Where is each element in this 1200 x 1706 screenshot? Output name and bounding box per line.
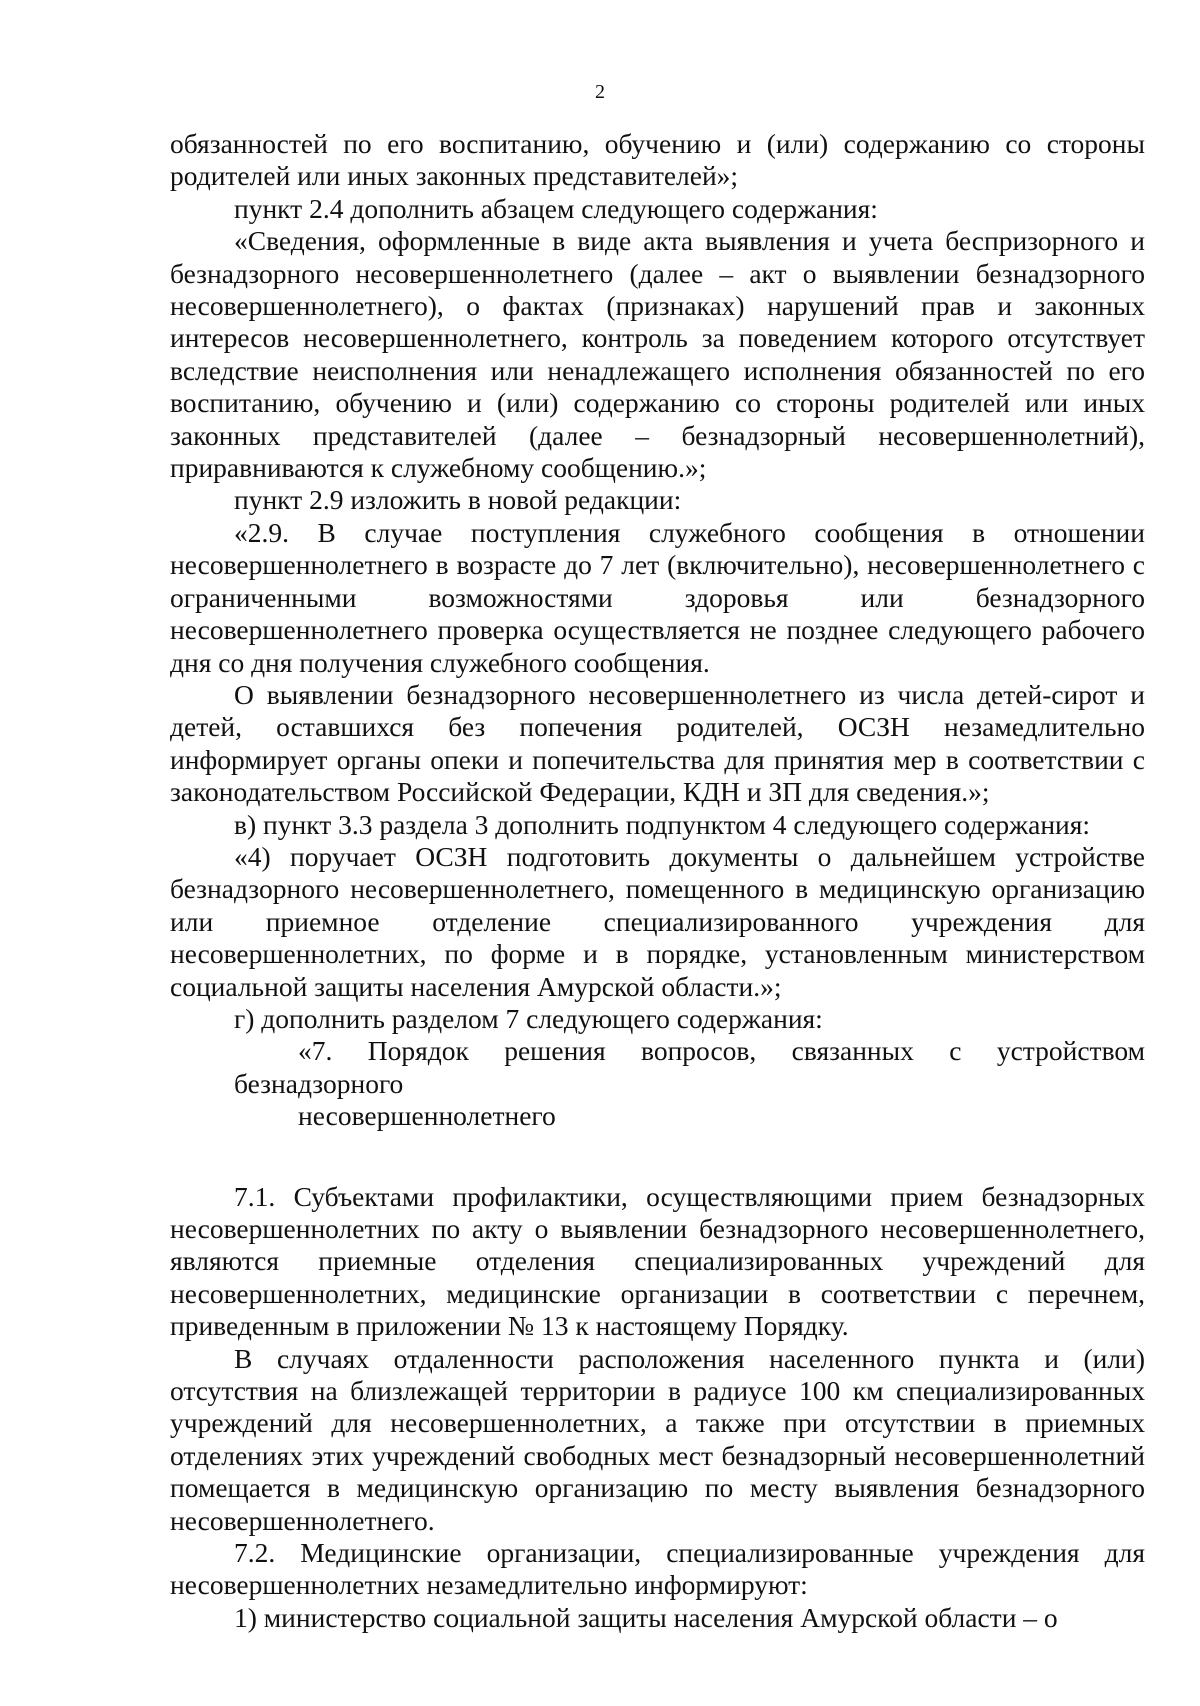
paragraph-quote-svedeniya: «Сведения, оформленные в виде акта выявления и учета беспризорного и безнадзорного несовершеннолетнего (далее – акт о выявлении безнадзорного несовершеннолетнего), о фактах (признаках) нарушений прав и законных интересов несовершеннолетнего, контроль за поведением которого отсутствует вследствие неисполнения или ненадлежащего исполнения обязанностей по его воспитанию, обучению и (или) содержанию со стороны родителей или иных законных представителей (далее – безнадзорный несовершеннолетний), приравниваются к служебному сообщению.»;	[170, 225, 1145, 484]
paragraph-remote-locations: В случаях отдаленности расположения населенного пункта и (или) отсутствия на близлежащей территории в радиусе 100 км специализированных учреждений для несовершеннолетних, а также при отсутствии в приемных отделениях этих учреждений свободных мест безнадзорный несовершеннолетний помещается в медицинскую организацию по месту выявления безнадзорного несовершеннолетнего.	[170, 1342, 1145, 1536]
paragraph-item-g: г) дополнить разделом 7 следующего содержания:	[234, 1002, 823, 1034]
paragraph-quote-4: «4) поручает ОСЗН подготовить документы о дальнейшем устройстве безнадзорного несовершеннолетнего, помещенного в медицинскую организацию или приемное отделение специализированного учреждения для несовершеннолетних, по форме и в порядке, установленным министерством социальной защиты населения Амурской области.»;	[170, 840, 1145, 1002]
paragraph-item-v: в) пункт 3.3 раздела 3 дополнить подпунктом 4 следующего содержания:	[234, 808, 1091, 840]
paragraph-item-2-4: пункт 2.4 дополнить абзацем следующего содержания:	[234, 192, 878, 224]
paragraph-7-2-item-1: 1) министерство социальной защиты населения Амурской области – о	[234, 1601, 1058, 1633]
paragraph-7-2: 7.2. Медицинские организации, специализированные учреждения для несовершеннолетних незамедлительно информируют:	[170, 1537, 1145, 1601]
page-number: 2	[595, 81, 605, 103]
section-heading-line1: «7. Порядок решения вопросов, связанных с устройством безнадзорного	[234, 1035, 1145, 1099]
paragraph-continuation: обязанностей по его воспитанию, обучению и (или) содержанию со стороны родителей или иных законных представителей»;	[170, 128, 1145, 192]
paragraph-orphans: О выявлении безнадзорного несовершеннолетнего из числа детей-сирот и детей, оставшихся без попечения родителей, ОСЗН незамедлительно информирует органы опеки и попечительства для принятия мер в соответствии с законодательством Российской Федерации, КДН и ЗП для сведения.»;	[170, 678, 1145, 808]
paragraph-quote-2-9: «2.9. В случае поступления служебного сообщения в отношении несовершеннолетнего в возрасте до 7 лет (включительно), несовершеннолетнего с ограниченными возможностями здоровья или безнадзорного несовершеннолетнего проверка осуществляется не позднее следующего рабочего дня со дня получения служебного сообщения.	[170, 516, 1145, 678]
heading-spacer	[170, 1133, 1145, 1181]
paragraph-item-2-9: пункт 2.9 изложить в новой редакции:	[234, 484, 682, 516]
paragraph-7-1: 7.1. Субъектами профилактики, осуществляющими прием безнадзорных несовершеннолетних по акту о выявлении безнадзорного несовершеннолетнего, являются приемные отделения специализированных учреждений для несовершеннолетних, медицинские организации в соответствии с перечнем, приведенным в приложении № 13 к настоящему Порядку.	[170, 1180, 1145, 1342]
document-body	[170, 128, 1145, 1634]
section-heading-line2: несовершеннолетнего	[298, 1100, 556, 1132]
